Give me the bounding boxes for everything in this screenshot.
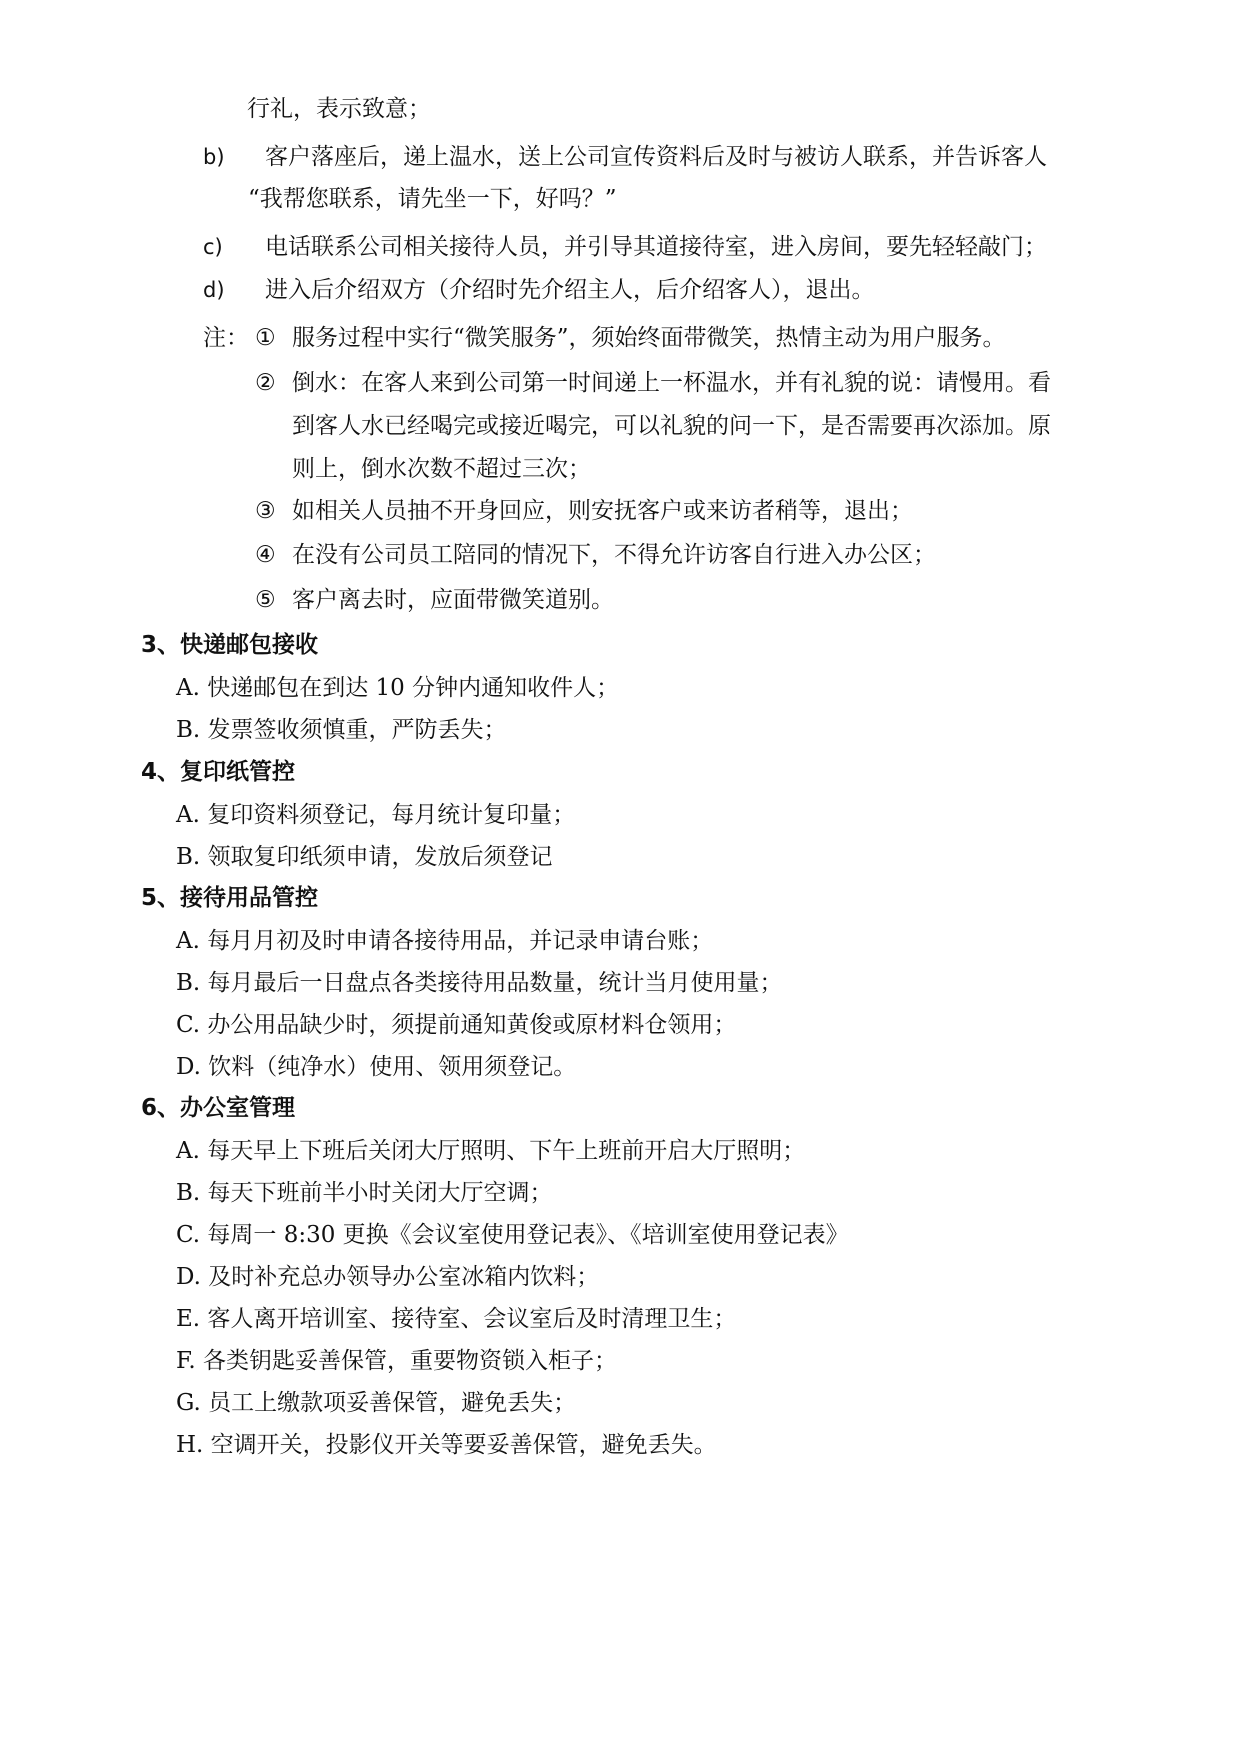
section-item: C. 办公用品缺少时，须提前通知黄俊或原材料仓领用； xyxy=(176,1012,737,1038)
note-line: 如相关人员抽不开身回应，则安抚客户或来访者稍等，退出； xyxy=(292,498,913,524)
notes-prefix: 注： xyxy=(203,325,249,351)
step-line: 电话联系公司相关接待人员，并引导其道接待室，进入房间，要先轻轻敲门； xyxy=(265,234,1047,260)
step-line: 进入后介绍双方（介绍时先介绍主人，后介绍客人），退出。 xyxy=(265,277,875,303)
note-line: 则上，倒水次数不超过三次； xyxy=(292,456,591,482)
section-item: F. 各类钥匙妥善保管，重要物资锁入柜子； xyxy=(176,1348,617,1374)
note-number: ① xyxy=(255,325,276,351)
note-number: ② xyxy=(255,370,276,396)
section-item: A. 每月月初及时申请各接待用品，并记录申请台账； xyxy=(176,928,714,954)
section-item: A. 复印资料须登记，每月统计复印量； xyxy=(176,802,576,828)
section-item: D. 饮料（纯净水）使用、领用须登记。 xyxy=(176,1054,577,1080)
section-title: 5、接待用品管控 xyxy=(141,885,319,911)
note-line: 客户离去时，应面带微笑道别。 xyxy=(292,587,614,613)
step-line: “我帮您联系，请先坐一下，好吗？” xyxy=(248,186,617,212)
section-item: G. 员工上缴款项妥善保管，避免丢失； xyxy=(176,1390,577,1416)
note-line: 到客人水已经喝完或接近喝完，可以礼貌的问一下，是否需要再次添加。原 xyxy=(292,413,1051,439)
section-item: B. 领取复印纸须申请，发放后须登记 xyxy=(176,844,553,870)
note-number: ③ xyxy=(255,498,276,524)
section-item: B. 每月最后一日盘点各类接待用品数量，统计当月使用量； xyxy=(176,970,783,996)
section-item: E. 客人离开培训室、接待室、会议室后及时清理卫生； xyxy=(176,1306,737,1332)
step-label: d) xyxy=(203,278,225,302)
section-title: 6、办公室管理 xyxy=(141,1095,296,1121)
note-line: 在没有公司员工陪同的情况下，不得允许访客自行进入办公区； xyxy=(292,542,936,568)
intro-line: 行礼，表示致意； xyxy=(247,96,431,122)
section-item: D. 及时补充总办领导办公室冰箱内饮料； xyxy=(176,1264,600,1290)
section-item: A. 每天早上下班后关闭大厅照明、下午上班前开启大厅照明； xyxy=(176,1138,806,1164)
note-number: ⑤ xyxy=(255,587,276,613)
section-title: 3、快递邮包接收 xyxy=(141,632,319,658)
note-number: ④ xyxy=(255,542,276,568)
section-item: C. 每周一 8:30 更换《会议室使用登记表》、《培训室使用登记表》 xyxy=(176,1222,849,1248)
section-item: B. 每天下班前半小时关闭大厅空调； xyxy=(176,1180,553,1206)
step-line: 客户落座后，递上温水，送上公司宣传资料后及时与被访人联系，并告诉客人 xyxy=(265,144,1047,170)
note-line: 倒水：在客人来到公司第一时间递上一杯温水，并有礼貌的说：请慢用。看 xyxy=(292,370,1051,396)
note-line: 服务过程中实行“微笑服务”，须始终面带微笑，热情主动为用户服务。 xyxy=(292,325,1006,351)
section-item: H. 空调开关，投影仪开关等要妥善保管，避免丢失。 xyxy=(176,1432,717,1458)
step-label: b) xyxy=(203,145,225,169)
section-item: A. 快递邮包在到达 10 分钟内通知收件人； xyxy=(176,675,620,701)
section-title: 4、复印纸管控 xyxy=(141,759,296,785)
section-item: B. 发票签收须慎重，严防丢失； xyxy=(176,717,507,743)
step-label: c) xyxy=(203,235,223,259)
